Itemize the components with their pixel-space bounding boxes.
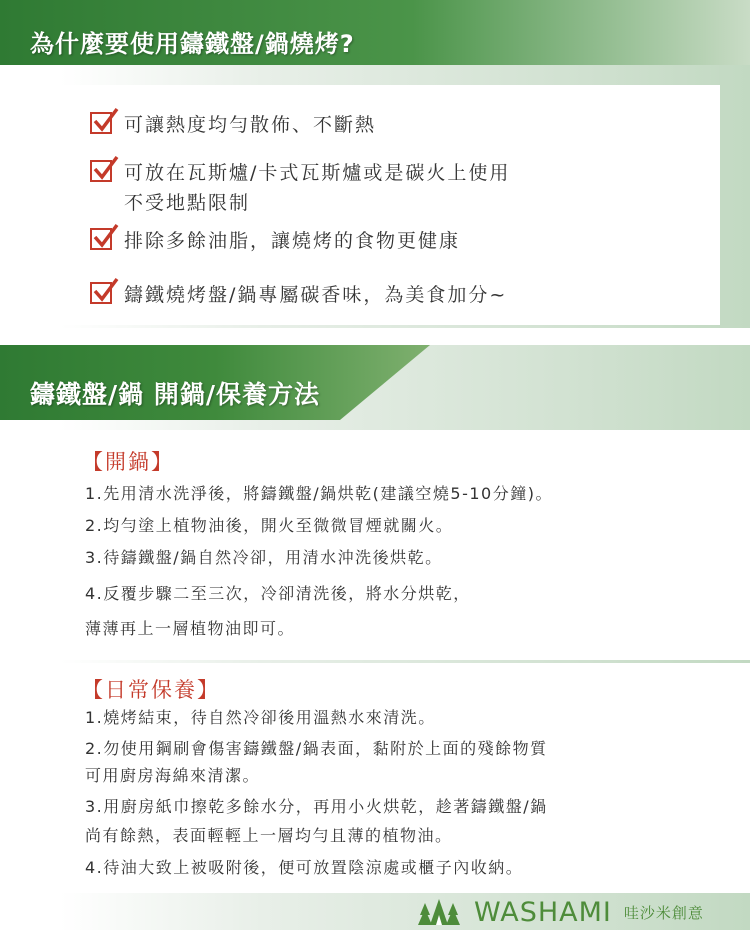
section-1-title: 為什麼要使用鑄鐵盤/鍋燒烤? bbox=[30, 30, 355, 58]
checkmark-icon bbox=[90, 112, 112, 134]
benefit-item bbox=[90, 226, 460, 256]
daily-care-step: 3.用廚房紙巾擦乾多餘水分，再用小火烘乾，趁著鑄鐵盤/鍋 bbox=[85, 797, 548, 816]
open-pan-step: 2.均勻塗上植物油後，開火至微微冒煙就關火。 bbox=[85, 516, 454, 535]
brand-name: WASHAMI bbox=[474, 896, 612, 928]
benefit-text-continued: 不受地點限制 bbox=[124, 192, 251, 214]
open-pan-step-continued: 薄薄再上一層植物油即可。 bbox=[85, 619, 296, 638]
daily-care-step-continued: 尚有餘熱，表面輕輕上一層均勻且薄的植物油。 bbox=[85, 826, 453, 845]
section-2-title: 鑄鐵盤/鍋 開鍋/保養方法 bbox=[30, 380, 320, 409]
daily-care-step: 2.勿使用鋼刷會傷害鑄鐵盤/鍋表面，黏附於上面的殘餘物質 bbox=[85, 739, 548, 758]
section-1-header bbox=[0, 0, 750, 70]
open-pan-step: 1.先用清水洗淨後，將鑄鐵盤/鍋烘乾(建議空燒5-10分鐘)。 bbox=[85, 484, 553, 503]
brand-name-chinese: 哇沙米創意 bbox=[623, 903, 704, 922]
tent-trees-icon bbox=[410, 897, 468, 927]
benefit-text: 可讓熱度均勻散佈、不斷熱 bbox=[124, 114, 377, 136]
benefit-text: 可放在瓦斯爐/卡式瓦斯爐或是碳火上使用 bbox=[124, 162, 511, 184]
daily-care-step-continued: 可用廚房海綿來清潔。 bbox=[85, 766, 261, 785]
open-pan-step: 3.待鑄鐵盤/鍋自然冷卻，用清水沖洗後烘乾。 bbox=[85, 548, 443, 567]
daily-care-heading: 【日常保養】 bbox=[82, 678, 220, 702]
benefit-text: 排除多餘油脂，讓燒烤的食物更健康 bbox=[124, 230, 461, 252]
benefit-item bbox=[90, 280, 507, 310]
brand-logo bbox=[410, 895, 704, 929]
open-pan-heading: 【開鍋】 bbox=[82, 450, 174, 474]
checkmark-icon bbox=[90, 160, 112, 182]
daily-care-step: 1.燒烤結束，待自然冷卻後用溫熱水來清洗。 bbox=[85, 708, 436, 727]
benefit-item bbox=[90, 110, 376, 140]
open-pan-step: 4.反覆步驟二至三次，冷卻清洗後，將水分烘乾， bbox=[85, 584, 471, 603]
checkmark-icon bbox=[90, 282, 112, 304]
daily-care-step: 4.待油大致上被吸附後，便可放置陰涼處或櫃子內收納。 bbox=[85, 858, 524, 877]
benefit-text: 鑄鐵燒烤盤/鍋專屬碳香味，為美食加分~ bbox=[124, 284, 508, 306]
checkmark-icon bbox=[90, 228, 112, 250]
section-2-header bbox=[0, 345, 750, 420]
benefit-item bbox=[90, 158, 510, 218]
